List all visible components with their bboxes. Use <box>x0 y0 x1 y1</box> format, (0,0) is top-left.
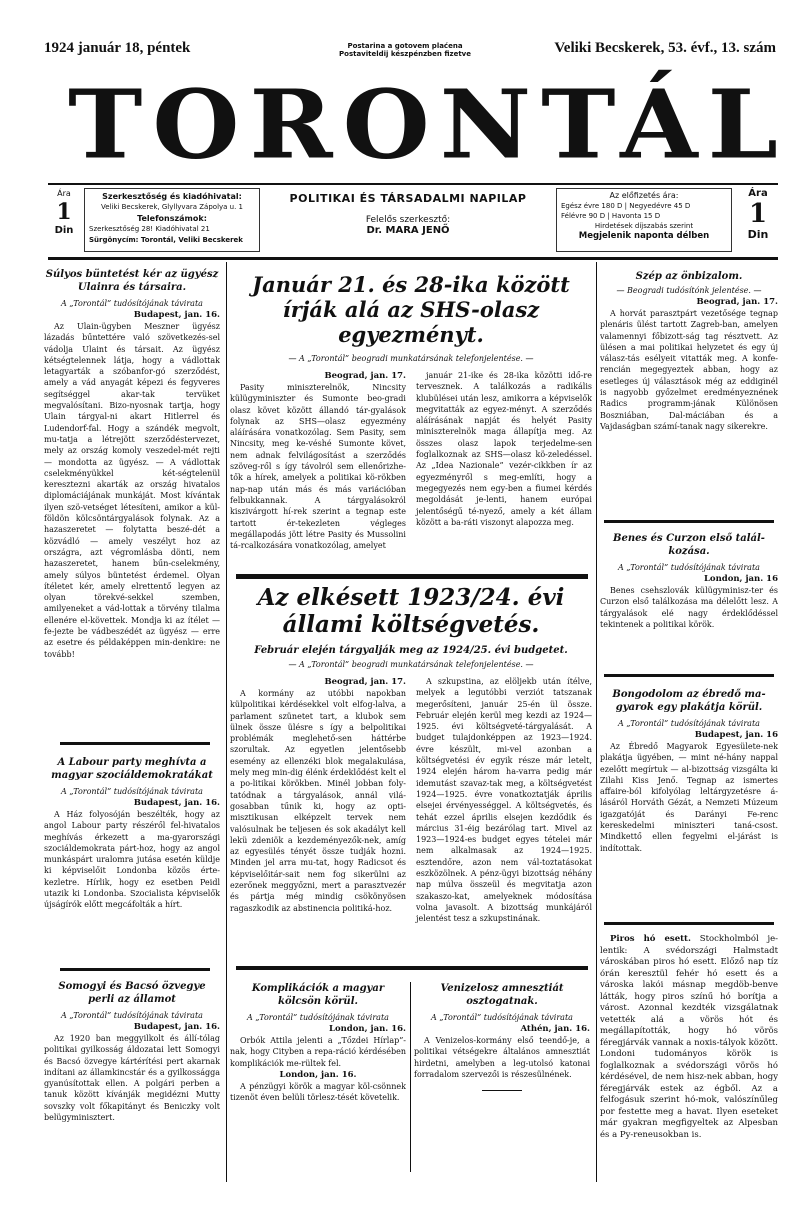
masthead-rule <box>48 183 778 185</box>
article-benes <box>600 532 778 668</box>
article-body-left: Pasity miniszterelnök, Nincsity külügyminiszter és Sumonte beo-gradi olasz követ között állandó tár-gyalások folynak az SHS—olasz egyezmény aláírására vonatkozólag. Sem Pasity, sem Nincsity, meg ke-véshé Sumonte követ, nem adnak felvilágosítást a szerződés szöveg-ről s így távolról sem ellenőrizhe-tők a hírek, amelyek a politikai kö-rökben nap-nap után más és más variációban felbukkannak. A tárgyalásokról kiszivárgott hí-rek szerint a tegnap este tartott ér-tekezleten végleges megállapodás jött létre Pasity és Mussolini tá-rcalkozására vonatkozólag, amelyet <box>230 383 406 551</box>
article-body: Orbók Attila jelenti a „Tőzdei Hírlap”-nak, hogy Cityben a repa-ráció kérdésében komplikációk me-rültek fel. <box>230 1036 406 1068</box>
info-strip-rule <box>48 257 778 260</box>
issue-number: Veliki Becskerek, 53. évf., 13. szám <box>554 40 776 56</box>
column-divider-left <box>226 262 227 1182</box>
article-body <box>600 934 778 1141</box>
article-venizelos <box>414 982 590 1178</box>
article-januar <box>230 272 592 572</box>
price-value-left: 1 <box>56 199 72 225</box>
article-text: Stockholmból je-lentik: A svédországi Halmstadt városkában piros hó esett. Előző nap tíz órán keresztül fehér hó esett és a városka lakói másnap megdöb-benve látták, hogy piros színű hó borítja a várost. Azonnal kezdték vizsgálatnak vetették alá a vörös hót és megállapították, hogy hó vörös féregjárvák vannak a noxis-tályok között. Londoni tudományos körök is foglalkoznak a svédországi vörös hó kérdésével, de nem hisz-nek abban, hogy féregjárvák estek az égből. Az a felfogásuk szerint hó-mok, valószínűleg por festette meg a havat. Ilyen eseteket már gyakran megfigyeltek az Alpesban és a Py-reneusokban is. <box>600 934 778 1140</box>
masthead-title: TORONTÁL <box>68 67 788 181</box>
editor-label: Felelős szerkesztő: <box>365 215 451 225</box>
article-body: Benes csehszlovák külügyminisz-ter és Curzon első találkozása ma délelőtt lesz. A tárgyalások elé nagy érdeklődéssel tekintenek a politikai körök. <box>600 586 778 629</box>
subscription-line-1: Egész évre 180 D | Negyedévre 45 D <box>561 202 691 210</box>
article-subtitle: — A „Torontál” beogradi munkatársának telefonjelentése. — <box>288 354 534 363</box>
section-separator <box>604 922 774 925</box>
editor-name: Dr. MARA JENŐ <box>366 225 450 236</box>
paper-info <box>268 192 548 236</box>
price-box-right <box>738 188 778 252</box>
issue-date: 1924 január 18, péntek <box>44 40 191 56</box>
section-separator <box>236 966 588 970</box>
article-ulain <box>44 268 220 728</box>
section-separator <box>604 674 774 677</box>
article-dateline: Budapest, jan. 16 <box>694 730 778 740</box>
article-dateline: Beograd, jan. 17. <box>324 371 406 381</box>
price-label-right: Ára <box>748 188 768 199</box>
article-body-right: A szkupstina, az elöljekb után ítélve, melyek a legutóbbi verziót tatszanak megerősíteni, január 25-én ül össze. Február elején kerül meg kezdi az 1924—1925. évi költségveté-tárgyalását. A budget tulajdonképpen az 1923—1924. évre készült, mi-vel azonban a költségvetési év egyik része már letelt, 1924 elején három ha-varra pedig már idemutást szavaz-tak meg, a költségvetést 1924—1925. évre vonatkoztatják április elsejei érvényességgel. A költségvetés, és tehát ezzel április elsejen kezdődik és március 31-éig bezárólag tart. Mivel az 1923—1924-es budget egyes tételei már nem alkalmasak az 1924—1925. esztendőre, azon nem vál-toztatásokat eszközölnek. A pénz-ügyi bizottság néhány nap múlva összeül és megvitatja azon szakaszo-kat, amelyeknek módosítása volna javasolt. A bizottság munkájáról jelentést tesz a szkupstinának. <box>416 677 592 924</box>
article-dateline: Budapest, jan. 16. <box>133 1022 220 1032</box>
article-body: A horvát parasztpárt vezetősége tegnap plenáris ülést tartott Zagreb-ban, amelyen valamennyi főbizott-ság tag résztvett. Az ülésen a mai politikai helyzetet és egy új válasz-tás esélyeit vitatták meg. A konfe-rencián megegyeztek abban, hogy az esetleges új választások még az eddiginél is nagyobb győzelmet eredményeznének Radics programm-jának Különösen Boszniában, Dal-máciában és a Vajdaságban számí-tanak nagy sikerekre. <box>600 309 778 431</box>
price-value-right: 1 <box>748 199 768 229</box>
column-divider-center <box>410 982 411 1172</box>
paper-type: POLITIKAI ÉS TÁRSADALMI NAPILAP <box>289 192 527 205</box>
section-separator <box>60 742 210 745</box>
article-dateline: London, jan. 16. <box>328 1024 406 1034</box>
ads-line: Hirdetések díjszabás szerint <box>594 222 694 230</box>
article-body: Az Ébredő Magyarok Egyesülete-nek plakátja ügyében, — mint né-hány nappal ezelőtt megírtuk — al-bizottság vizsgálta ki Zilahi Kiss Jenő. Tegnap az ismertes affaire-ból kifolyólag leltárgyzetésre á-lásáról Horváth Gézát, a Nemzeti Múzeum igazgatóját és Darányi Fe-renc kereskedelmi miniszteri taná-csost. Mindkettő ellen fegyelmi el-járást is indítottak. <box>600 742 778 853</box>
article-labour <box>44 756 220 964</box>
article-subtitle: A „Torontál” tudósítójának távirata <box>247 1013 389 1022</box>
article-title: Venizelosz amnesztiát osztogatnak. <box>440 983 564 1007</box>
article-body: Az 1920 ban meggyilkolt és állí-tólag politikai gyilkosság áldozatai lett Somogyi és Bacsó özvegye kártérítési pert akarnak indítani az államkincstár és a gyilkosságga gyanúsítottak ellen. A polgári perben a tanuk között kívánják megidézni Mutty sovszky volt főkapitányt és Beniczky volt belügyminisztert. <box>44 1034 220 1123</box>
column-divider-right <box>596 262 597 1182</box>
article-body-left: A kormány az utóbbi napokban külpolitikai kérdésekkel volt elfog-lalva, a parlament szünetet tart, a klubok sem ülnek össze ülésre s így a belpolitikai problémák meglehető-sen háttérbe szorultak. Az egyetlen jelentősebb esemény az ellenzéki blok megalakulása, mely meg min-dig élénk érdeklődést kelt el a po-litikai körökben. Minél jobban foly-tatódnak a tárgyalások, annál vilá-gosabban tűnik ki, hogy az opti-misztikusan elképzelt tervek nem valósulnak be teljesen és sok akadályt kell lekü zdeniök a kezdeményezők-nek, amíg az egyesülés tényét össze tudják hozni. Minden jel arra mu-tat, hogy Radicsot és képviselőitár-sait nem fog sikerülni az ezerőnek meggyőzni, mert a parasztvezér és pártja még mindig csökönyösen ragaszkodik az abstinencia politiká-hoz. <box>230 689 406 913</box>
article-subtitle: A „Torontál” tudósítójának távirata <box>61 787 203 796</box>
article-title: Január 21. és 28-ika között írják alá az SHS-olasz egyezményt. <box>252 272 570 347</box>
article-piros <box>600 934 778 1178</box>
article-dateline-2: London, jan. 16. <box>279 1069 357 1080</box>
article-dateline: Beograd, jan. 17. <box>324 677 406 687</box>
article-title: Benes és Curzon első talál-kozása. <box>613 533 765 557</box>
office-title: Szerkesztőség és kiadóhivatal: <box>102 192 242 201</box>
article-title: Bongodolom az ébredő ma-gyarok egy plakátja körül. <box>612 689 766 713</box>
article-deck: Február elején tárgyalják meg az 1924/25. évi budgetet. <box>254 645 568 656</box>
article-title: Komplikációk a magyar kölcsön körül. <box>251 983 385 1007</box>
article-subtitle: A „Torontál” tudósítójának távirata <box>61 1011 203 1020</box>
article-title: Piros hó esett. <box>610 934 691 944</box>
article-dateline: Budapest, jan. 16. <box>133 798 220 808</box>
article-body-2: A pénzügyi körök a magyar köl-csönnek tizenöt éven belüli törlesz-tését követelik. <box>230 1081 406 1103</box>
article-title: A Labour party meghívta a magyar szociáldemokratákat <box>51 757 213 781</box>
article-dateline: Athén, jan. 16. <box>520 1024 590 1034</box>
subscription-line-2: Félévre 90 D | Havonta 15 D <box>561 212 661 220</box>
article-dateline: Budapest, jan. 16. <box>133 310 220 320</box>
article-title: Somogyi és Bacsó özvegye perli az államot <box>58 981 206 1005</box>
office-box <box>84 188 260 252</box>
office-address: Veliki Becskerek, Glyllyvara Zápolya u. 1 <box>100 203 244 211</box>
phone-title: Telefonszámok: <box>137 214 207 223</box>
article-subtitle: A „Torontál” tudósítójának távirata <box>618 563 760 572</box>
postage-line-1: Postarina a gotovem plaćena <box>347 42 463 50</box>
end-rule <box>482 1090 522 1091</box>
price-unit-left: Din <box>54 225 74 236</box>
section-separator <box>604 520 774 523</box>
subscription-title: Az előfizetés ára: <box>609 191 679 200</box>
article-szep <box>600 270 778 516</box>
article-subtitle: — A „Torontál” beogradi munkatársának telefonjelentése. — <box>288 660 534 669</box>
article-body: A Ház folyosóján beszélték, hogy az angol Labour party részéről fel-hivatalos meghívás érkezett a ma-gyarországi szociáldemokrata párt-hoz, hogy az angol munkáspárt uralomra jutása esetén küldje ki képviselőit Londonba közös érte-kezletre. Hírlik, hogy ez esetben Peidl utazik ki Londonba. Szocialista képviselők újságírók előtt megcáfolták a hírt. <box>44 810 220 910</box>
section-separator <box>236 574 588 579</box>
article-subtitle: A „Torontál” tudósítójának távirata <box>431 1013 573 1022</box>
article-title: Az elkésett 1923/24. évi állami költségvetés. <box>257 584 565 638</box>
article-title: Súlyos büntetést kér az ügyész Ulainra és társaira. <box>45 269 219 293</box>
subscription-box <box>556 188 732 252</box>
telegram-address: Sürgönycím: Torontál, Veliki Becskerek <box>89 236 243 244</box>
price-unit-right: Din <box>747 228 769 241</box>
article-dateline: Beograd, jan. 17. <box>696 297 778 307</box>
price-label-left: Ára <box>57 189 71 198</box>
article-subtitle: A „Torontál” tudósítójának távirata <box>618 719 760 728</box>
article-subtitle: A „Torontál” tudósítójának távirata <box>61 299 203 308</box>
article-bongodolom <box>600 688 778 920</box>
article-body-right: január 21-ike és 28-ika közötti idő-re tervesznek. A találkozás a radikális klubülései után lesz, amikorra a képviselők megvitatták az egyez-ményt. A szerződés aláírásának napját és helyét Pasity miniszterelnök maga állapítja meg. Az összes olasz lapok terjedelme-sen foglalkoznak az SHS—olasz kö-zeledéssel. Az „Idea Nazionale” vezér-cikkben ír az egyezményről s meg-említi, hogy a megegyezés nem egy-ben a fiumei kérdés megoldását je-lenti, hanem európai jelentőségű té-nyező, amely a két állam között a ba-ráti viszonyt alapozza meg. <box>416 371 592 527</box>
price-box-left <box>48 188 80 252</box>
article-dateline: London, jan. 16 <box>703 574 778 584</box>
publication-schedule: Megjelenik naponta délben <box>578 231 710 241</box>
section-separator <box>60 968 210 971</box>
article-body: A Venizelos-kormány első teendő-je, a politikai vétségekre általános amnesztiát hirdetni, amelyben a leg-utolsó katonai forradalom szervezői is részesülnének. <box>414 1036 590 1079</box>
postage-note <box>320 42 490 58</box>
article-body: Az Ulain-ügyben Meszner ügyész lázadás bűntettére való szövetkezés-sel vádolja Ulaint és társait. Az ügyész kétségtelennek látja, hogy a vádlottak letagyarták a szóbanfor-gó szerződést, amely a vád anyagát képezi és fegyveres segítséggel akar-tak tervüket megvalósítani. Bizo-nyosnak tartja, hogy Ulain tárgyal-ni akart Hitlerrel és Ludendorf-fal. Hogy a szándék megvolt, mu-tatja a létrejött szerződéstervezet, mely az ország komoly veszedel-mét rejti — mondotta az ügyész. — A vádlottak cselekményükkel két-ségtelenül keresztezni akarták az ország hivatalos diplomáciájának munkáját. Most kívántak ilyen szö-vetséget létesíteni, amikor a kül-földön kölcsöntárgyalások folynak. Az a hazaszeretet — folytatta beszé-dét a közvádló — amely veszélyt hoz az országra, azt végromlásba dönti, nem hazaszeretet, hanem bűn-cselekmény, amely súlyos büntetést érdemel. Olyan ítéletet kér, amely elrettentő legyen az olyan törekvé-sekkel szemben, amilyeneket a vád-lottak a törvény tilalma ellenére el-követtek. Mondja ki az ítélet — fe-jezte be vádbeszédét az ügyész — erre az esetre és példaképpen min-denkire: ne tovább! <box>44 322 220 659</box>
article-koltsegvetes <box>230 584 592 962</box>
article-title: Szép az önbizalom. <box>635 271 743 282</box>
article-komplikaciok <box>230 982 406 1178</box>
article-somogyi <box>44 980 220 1180</box>
postage-line-2: Postaviteldij készpénzben fizetve <box>339 50 471 58</box>
phone-numbers: Szerkesztőség 28! Kiadóhivatal 21 <box>89 225 210 233</box>
article-subtitle: — Beogradi tudósítónk jelentése. — <box>616 286 762 295</box>
